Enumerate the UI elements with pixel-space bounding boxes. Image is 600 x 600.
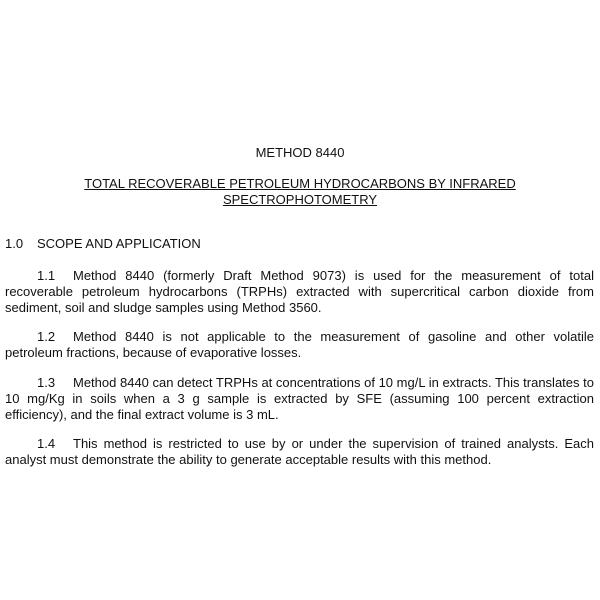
document-title: [50, 176, 550, 208]
section-number: 1.0: [5, 236, 24, 251]
paragraph-text: This method is restricted to use by or under the supervision of trained analysts. Each analyst must demonstrate the ability to generate acceptable results with this method.: [5, 436, 594, 467]
document-title-line-2: SPECTROPHOTOMETRY: [222, 192, 378, 207]
paragraph-number: 1.3: [37, 375, 56, 390]
method-title: METHOD 8440: [255, 145, 345, 160]
paragraph-1-1: [5, 268, 594, 316]
paragraph-1-3: [5, 375, 594, 423]
paragraph-text: Method 8440 can detect TRPHs at concentrations of 10 mg/L in extracts. This translates to 10 mg/Kg in soils when a 3 g sample is extracted by SFE (assuming 100 percent extraction efficiency), and the final extract volume is 3 mL.: [5, 375, 594, 422]
paragraph-1-2: [5, 329, 594, 361]
document-title-line-1: TOTAL RECOVERABLE PETROLEUM HYDROCARBONS BY INFRARED: [84, 176, 516, 191]
paragraph-number: 1.1: [37, 268, 56, 283]
section-title: SCOPE AND APPLICATION: [37, 236, 201, 251]
paragraph-1-4: [5, 436, 594, 468]
paragraph-text: Method 8440 (formerly Draft Method 9073) is used for the measurement of total recoverable petroleum hydrocarbons (TRPHs) extracted with supercritical carbon dioxide from sediment, soil and sludge samples using Method 3560.: [5, 268, 594, 315]
section-heading: [5, 236, 201, 252]
paragraph-text: Method 8440 is not applicable to the measurement of gasoline and other volatile petroleum fractions, because of evaporative losses.: [5, 329, 594, 360]
paragraph-number: 1.2: [37, 329, 56, 344]
paragraph-number: 1.4: [37, 436, 56, 451]
